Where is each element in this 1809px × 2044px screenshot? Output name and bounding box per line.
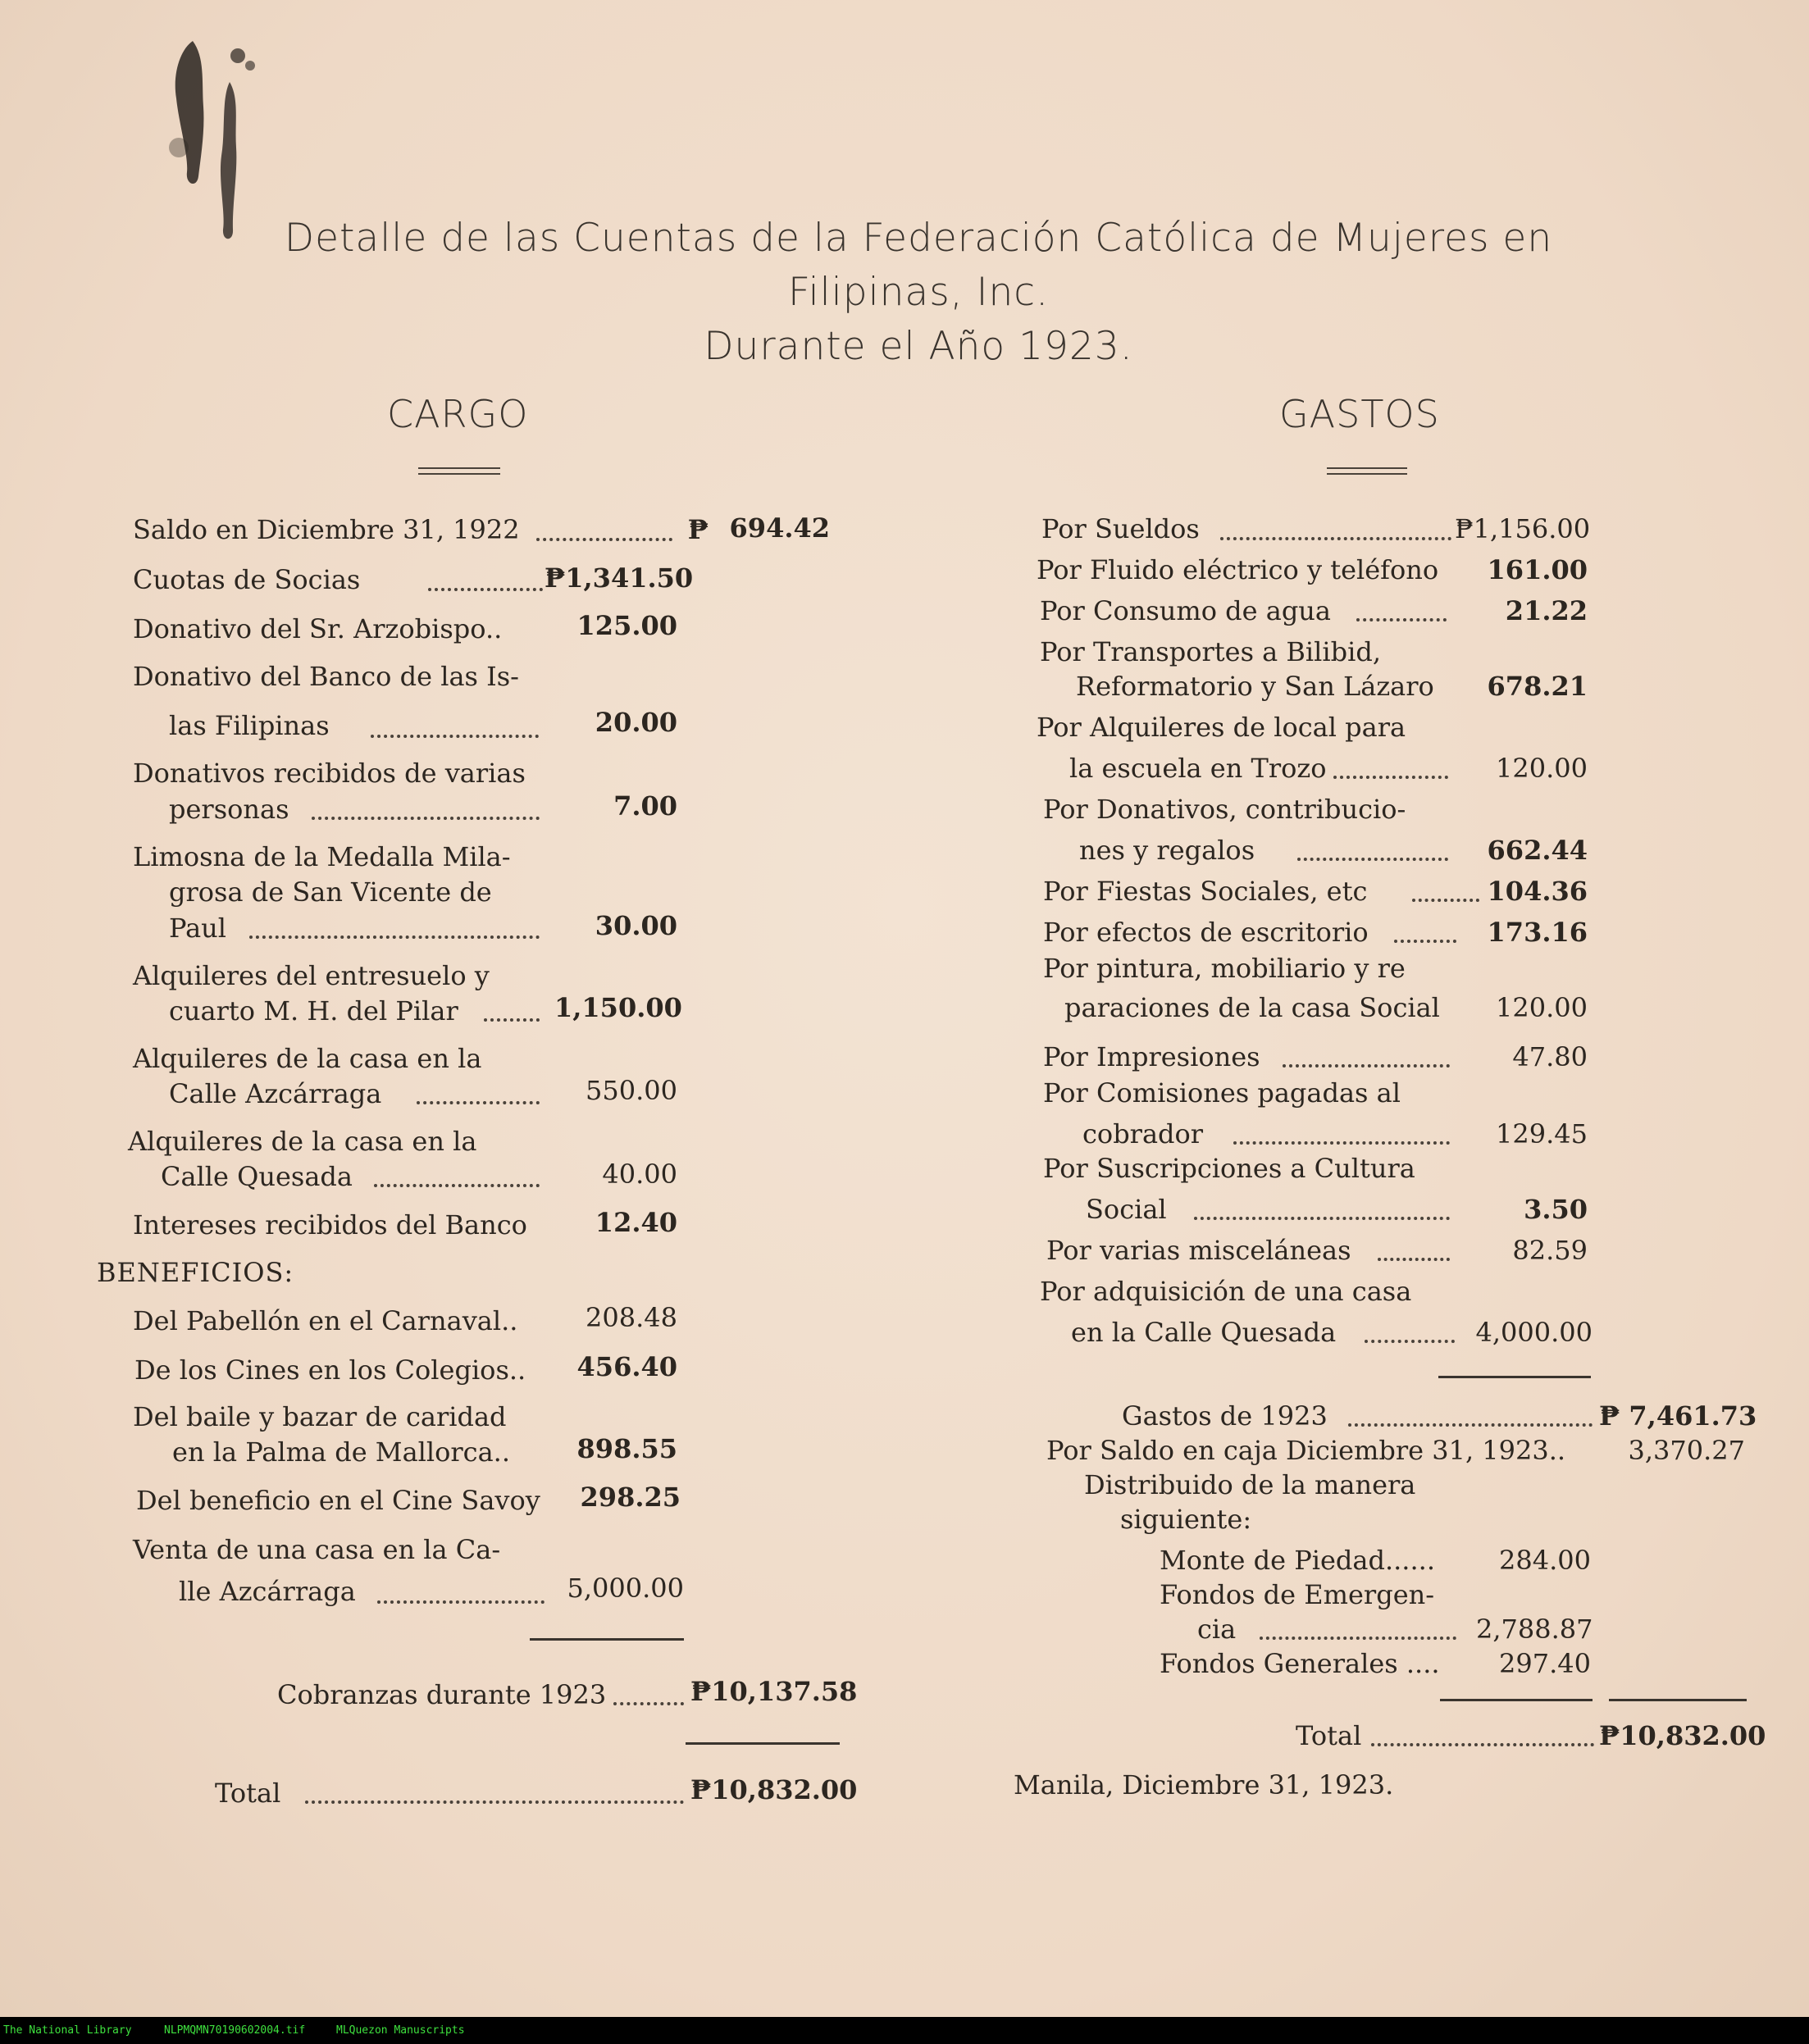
cargo-item-label: Alquileres del entresuelo y [133, 960, 490, 991]
cargo-item-label-cont: grosa de San Vicente de [169, 876, 492, 908]
cargo-item-label-cont: personas [169, 794, 289, 825]
cargo-item-amount: 694.42 [729, 512, 830, 544]
gastos-item-label: Por efectos de escritorio [1043, 917, 1369, 948]
total-rule [686, 1742, 840, 1745]
leader-dots [1371, 1743, 1594, 1746]
gastos-item-amount: 82.59 [1512, 1235, 1588, 1266]
leader-dots [1297, 858, 1448, 861]
distribution-item-label: Fondos de Emergen- [1160, 1579, 1435, 1610]
document-title [271, 212, 1566, 374]
cobranzas-label: Cobranzas durante 1923 [277, 1679, 607, 1710]
distribuido-label-cont: siguiente: [1120, 1504, 1252, 1535]
leader-dots [484, 1018, 540, 1022]
cargo-item-label-cont: Paul [169, 913, 227, 944]
gastos-item-amount: 104.36 [1487, 876, 1588, 907]
cargo-item-label: Donativo del Banco de las Is- [133, 661, 519, 692]
cargo-item-label-cont: Calle Azcárraga [169, 1078, 382, 1109]
gastos-item-label-cont: Social [1086, 1194, 1167, 1225]
beneficio-item-amount: 208.48 [586, 1302, 677, 1333]
cargo-item-label-cont: las Filipinas [169, 710, 330, 741]
leader-dots [1378, 1258, 1450, 1261]
cargo-item-amount: 20.00 [595, 707, 677, 738]
cargo-total-amount: ₱10,832.00 [690, 1774, 858, 1805]
gastos-item-amount: 3.50 [1524, 1194, 1588, 1225]
cobranzas-amount: ₱10,137.58 [690, 1676, 858, 1707]
cargo-item-amount: 1,150.00 [554, 992, 682, 1023]
gastos-item-amount: 678.21 [1487, 671, 1588, 702]
gastos-item-amount: 173.16 [1487, 917, 1588, 948]
cargo-item-label: Alquileres de la casa en la [133, 1043, 482, 1074]
beneficio-item-label-cont: lle Azcárraga [179, 1576, 356, 1607]
beneficio-item-amount: 898.55 [576, 1433, 677, 1464]
cargo-item-label: Alquileres de la casa en la [128, 1126, 477, 1157]
distribution-item-label: Monte de Piedad...... [1160, 1545, 1435, 1576]
cargo-item-label: Donativos recibidos de varias [133, 758, 526, 789]
leader-dots [613, 1702, 684, 1705]
cargo-heading: CARGO [387, 392, 529, 436]
gastos-item-label: Por adquisición de una casa [1040, 1276, 1412, 1307]
subtotal-rule [530, 1638, 684, 1641]
gastos-item-label: Por Alquileres de local para [1037, 712, 1406, 743]
beneficio-item-label: De los Cines en los Colegios.. [134, 1354, 526, 1386]
cargo-item-label: Cuotas de Socias [133, 564, 361, 595]
leader-dots [1348, 1423, 1593, 1427]
leader-dots [1356, 618, 1447, 621]
scan-footer-bar [0, 2017, 1809, 2044]
gastos-heading-rule [1327, 467, 1407, 475]
place-date: Manila, Diciembre 31, 1923. [1014, 1769, 1394, 1800]
gastos-item-label: Por Transportes a Bilibid, [1040, 636, 1381, 667]
cargo-item-label: Saldo en Diciembre 31, 1922 [133, 514, 520, 545]
gastos-item-label-cont: la escuela en Trozo [1069, 753, 1327, 784]
leader-dots [1233, 1141, 1450, 1145]
beneficio-item-label-cont: en la Palma de Mallorca.. [172, 1436, 511, 1468]
distribution-item-label: Fondos Generales .... [1160, 1648, 1440, 1679]
beneficio-item-label: Del baile y bazar de caridad [133, 1401, 507, 1432]
gastos-item-label-cont: cobrador [1082, 1118, 1204, 1149]
cargo-item-amount: ₱1,341.50 [545, 562, 694, 594]
saldo-caja-label: Por Saldo en caja Diciembre 31, 1923.. [1046, 1435, 1566, 1466]
gastos-1923-amount: ₱ 7,461.73 [1599, 1400, 1757, 1432]
footer-collection: MLQuezon Manuscripts [336, 2024, 465, 2037]
cargo-item-amount: 12.40 [595, 1207, 677, 1238]
beneficio-item-label: Del Pabellón en el Carnaval.. [133, 1305, 518, 1336]
title-line-2: Filipinas, Inc. [787, 270, 1050, 315]
leader-dots [428, 588, 543, 591]
beneficio-item-label: Venta de una casa en la Ca- [133, 1534, 501, 1565]
leader-dots [374, 1184, 540, 1187]
cargo-total-label: Total [215, 1778, 281, 1809]
leader-dots [249, 936, 540, 939]
gastos-item-label: Por Fluido eléctrico y teléfono [1037, 554, 1439, 585]
gastos-item-amount: 4,000.00 [1475, 1317, 1593, 1348]
leader-dots [536, 538, 672, 541]
gastos-item-label: Por pintura, mobiliario y re [1043, 953, 1406, 984]
leader-dots [1194, 1217, 1450, 1220]
beneficio-item-amount: 298.25 [580, 1482, 681, 1513]
currency-sign: ₱ [687, 514, 709, 545]
leader-dots [1260, 1637, 1456, 1640]
beneficio-item-amount: 456.40 [576, 1351, 677, 1382]
beneficio-item-label: Del beneficio en el Cine Savoy [136, 1485, 540, 1516]
cargo-item-label-cont: Calle Quesada [161, 1161, 353, 1192]
gastos-item-label-cont: Reformatorio y San Lázaro [1076, 671, 1434, 702]
title-line-3: Durante el Año 1923. [704, 324, 1133, 369]
gastos-item-label: Por Suscripciones a Cultura [1043, 1153, 1415, 1184]
cargo-item-amount: 7.00 [613, 790, 677, 822]
leader-dots [1220, 537, 1451, 540]
leader-dots [305, 1800, 684, 1804]
cargo-item-amount: 550.00 [586, 1075, 677, 1106]
distribution-item-amount: 297.40 [1499, 1648, 1591, 1679]
cargo-heading-rule [418, 467, 500, 475]
title-line-1: Detalle de las Cuentas de la Federación Católica de Mujeres en [284, 216, 1553, 261]
gastos-item-amount: 21.22 [1505, 595, 1588, 626]
cargo-item-label: Donativo del Sr. Arzobispo.. [133, 613, 503, 644]
gastos-item-amount: ₱1,156.00 [1455, 513, 1591, 544]
leader-dots [417, 1101, 540, 1104]
gastos-item-label: Por varias misceláneas [1046, 1235, 1351, 1266]
gastos-item-amount: 120.00 [1496, 992, 1588, 1023]
cargo-item-label: Intereses recibidos del Banco [133, 1209, 527, 1241]
subtotal-rule [1438, 1376, 1591, 1378]
gastos-item-label: Por Fiestas Sociales, etc [1043, 876, 1368, 907]
cargo-item-label-cont: cuarto M. H. del Pilar [169, 995, 458, 1027]
total-rule [1609, 1699, 1747, 1701]
cargo-item-amount: 30.00 [595, 910, 677, 941]
leader-dots [377, 1600, 545, 1604]
distribuido-label: Distribuido de la manera [1084, 1469, 1416, 1500]
beneficios-heading: BENEFICIOS: [97, 1257, 294, 1288]
gastos-item-amount: 662.44 [1487, 835, 1588, 866]
gastos-total-amount: ₱10,832.00 [1599, 1720, 1766, 1751]
gastos-item-label: Por Consumo de agua [1040, 595, 1331, 626]
gastos-item-amount: 120.00 [1496, 753, 1588, 784]
gastos-item-label: Por Impresiones [1043, 1041, 1260, 1072]
gastos-item-amount: 47.80 [1512, 1041, 1588, 1072]
footer-file: NLPMQMN70190602004.tif [164, 2024, 306, 2037]
distribution-item-amount: 2,788.87 [1476, 1614, 1593, 1645]
cargo-item-amount: 125.00 [576, 610, 677, 641]
gastos-item-label-cont: en la Calle Quesada [1071, 1317, 1337, 1348]
gastos-item-label-cont: paraciones de la casa Social [1064, 992, 1440, 1023]
gastos-item-label: Por Comisiones pagadas al [1043, 1077, 1401, 1108]
saldo-caja-amount: 3,370.27 [1628, 1435, 1745, 1466]
beneficio-item-amount: 5,000.00 [567, 1573, 684, 1604]
footer-library: The National Library [3, 2024, 132, 2037]
leader-dots [371, 735, 539, 738]
leader-dots [1394, 940, 1456, 943]
distribution-rule [1440, 1699, 1593, 1701]
gastos-item-amount: 161.00 [1487, 554, 1588, 585]
leader-dots [1333, 776, 1448, 779]
gastos-1923-label: Gastos de 1923 [1122, 1400, 1328, 1432]
distribution-item-amount: 284.00 [1499, 1545, 1591, 1576]
leader-dots [312, 817, 540, 820]
gastos-total-label: Total [1296, 1720, 1362, 1751]
gastos-item-amount: 129.45 [1496, 1118, 1588, 1149]
leader-dots [1365, 1340, 1455, 1343]
gastos-item-label: Por Sueldos [1041, 513, 1200, 544]
distribution-item-label-cont: cia [1197, 1614, 1237, 1645]
leader-dots [1283, 1064, 1450, 1068]
cargo-item-amount: 40.00 [602, 1159, 677, 1190]
gastos-heading: GASTOS [1279, 392, 1440, 436]
ink-blot-icon [148, 33, 271, 246]
gastos-item-label-cont: nes y regalos [1079, 835, 1255, 866]
leader-dots [1412, 899, 1479, 902]
gastos-item-label: Por Donativos, contribucio- [1043, 794, 1406, 825]
cargo-item-label: Limosna de la Medalla Mila- [133, 841, 511, 872]
